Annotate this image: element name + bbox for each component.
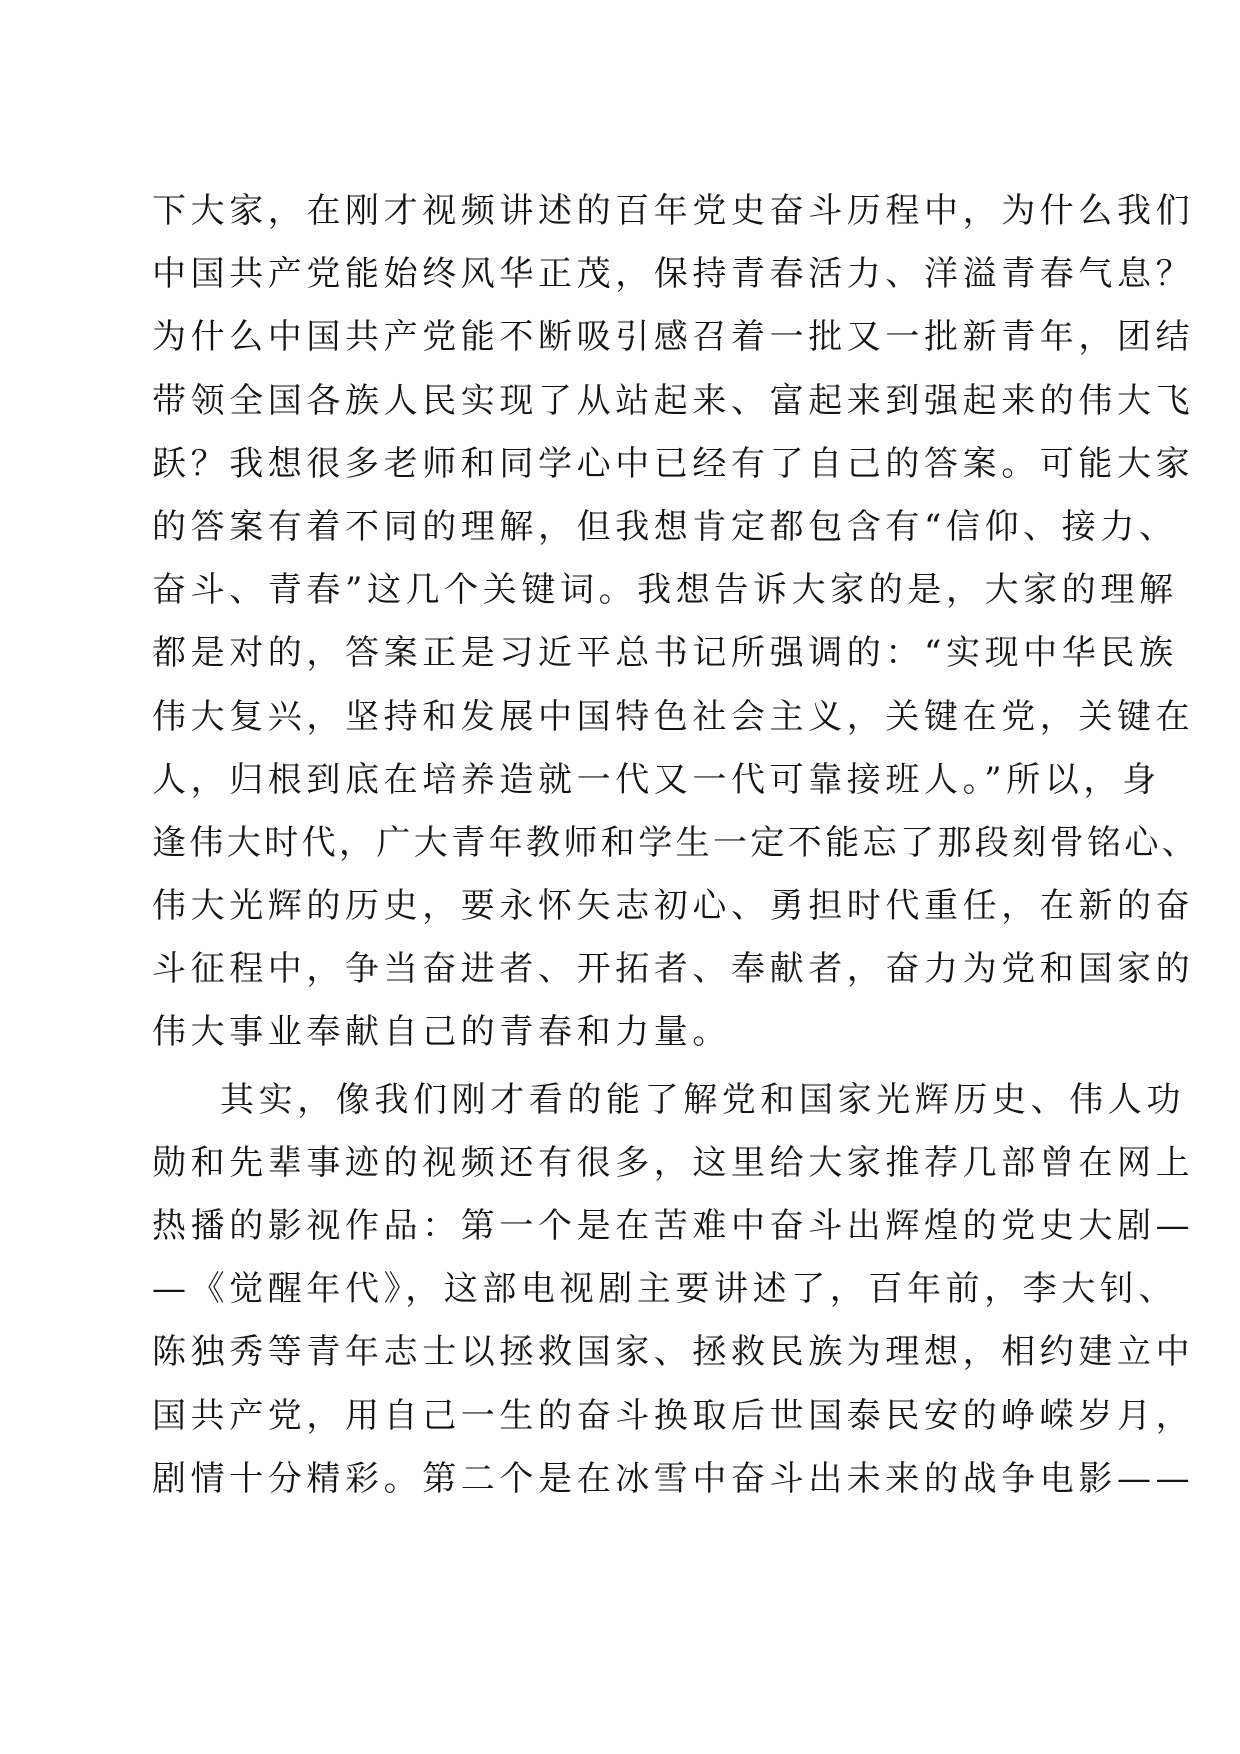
text-line: 国共产党，用自己一生的奋斗换取后世国泰民安的峥嵘岁月，: [152, 1395, 1195, 1436]
text-line: 其实，像我们刚才看的能了解党和国家光辉历史、伟人功: [220, 1079, 1185, 1120]
text-line: —《觉醒年代》，这部电视剧主要讲述了，百年前，李大钊、: [152, 1269, 1178, 1310]
text-line: 中国共产党能始终风华正茂，保持青春活力、洋溢青春气息？: [152, 254, 1195, 295]
text-line: 伟大事业奉献自己的青春和力量。: [152, 1012, 731, 1053]
text-line: 带领全国各族人民实现了从站起来、富起来到强起来的伟大飞: [152, 380, 1195, 421]
text-line: 勋和先辈事迹的视频还有很多，这里给大家推荐几部曾在网上: [152, 1142, 1195, 1183]
text-line: 奋斗、青春”这几个关键词。我想告诉大家的是，大家的理解: [152, 570, 1178, 611]
paragraph-2: [152, 1069, 1195, 1511]
text-line: 逢伟大时代，广大青年教师和学生一定不能忘了那段刻骨铭心、: [152, 822, 1200, 863]
text-line: 的答案有着不同的理解，但我想肯定都包含有“信仰、接力、: [152, 506, 1178, 547]
text-line: 伟大复兴，坚持和发展中国特色社会主义，关键在党，关键在: [152, 696, 1195, 737]
body-text: [152, 180, 1200, 1511]
text-line: 热播的影视作品：第一个是在苦难中奋斗出辉煌的党史大剧—: [152, 1206, 1195, 1246]
text-line: 都是对的，答案正是习近平总书记所强调的：“实现中华民族: [152, 633, 1178, 674]
text-line: 为什么中国共产党能不断吸引感召着一批又一批新青年，团结: [152, 317, 1195, 358]
text-line: 伟大光辉的历史，要永怀矢志初心、勇担时代重任，在新的奋: [152, 886, 1195, 927]
text-line: 斗征程中，争当奋进者、开拓者、奉献者，奋力为党和国家的: [152, 949, 1195, 990]
text-line: 人，归根到底在培养造就一代又一代可靠接班人。”所以，身: [152, 759, 1161, 800]
paragraph-1: [152, 180, 1200, 1065]
text-line: 剧情十分精彩。第二个是在冰雪中奋斗出未来的战争电影——: [152, 1458, 1195, 1499]
text-line: 跃？我想很多老师和同学心中已经有了自己的答案。可能大家: [152, 443, 1195, 484]
text-line: 下大家，在刚才视频讲述的百年党史奋斗历程中，为什么我们: [152, 191, 1195, 231]
text-line: 陈独秀等青年志士以拯救国家、拯救民族为理想，相约建立中: [152, 1332, 1195, 1373]
